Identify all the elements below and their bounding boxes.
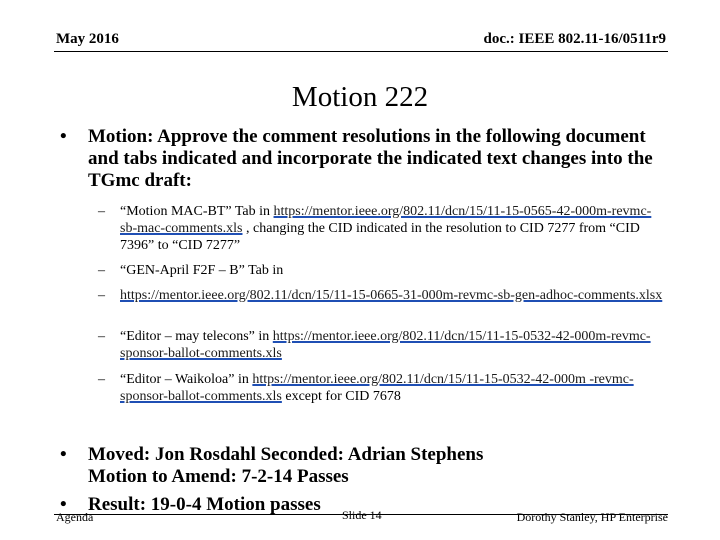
bullet-marker: • (60, 126, 67, 147)
mac-comments-link[interactable]: https://mentor.ieee.org/802.11/dcn/15/11-15-0565-42-000m-revmc-sb-mac-comments.xls (120, 204, 652, 236)
waikoloa-comments-link[interactable]: https://mentor.ieee.org/802.11/dcn/15/11-15-0532-42-000m -revmc-sponsor-ballot-comments.xls (120, 372, 634, 404)
sub-item-gen-adhoc-link (98, 287, 666, 304)
sub-item-text: , changing the CID indicated in the resolution to CID 7277 from “CID 7396” to “CID 7277” (120, 221, 640, 253)
footer-slide-number: Slide 14 (342, 508, 382, 522)
header-rule (54, 51, 668, 52)
sub-item-text: except for CID 7678 (281, 389, 401, 404)
moved-seconded-text: Moved: Jon Rosdahl Seconded: Adrian Stephens (88, 444, 484, 465)
sub-item-editor-may-telecons (98, 328, 666, 362)
header-date: May 2016 (56, 31, 119, 47)
sub-item-text: “GEN-April F2F – B” Tab in (120, 263, 284, 278)
dash-marker: – (98, 204, 105, 219)
footer-author: Dorothy Stanley, HP Enterprise (516, 510, 668, 524)
bullet-moved (60, 444, 680, 488)
dash-marker: – (98, 329, 105, 344)
bullet-marker: • (60, 494, 67, 515)
sub-item-gen-april (98, 262, 666, 279)
slide-title: Motion 222 (291, 81, 429, 113)
header-document-id: doc.: IEEE 802.11-16/0511r9 (483, 31, 666, 47)
dash-marker: – (98, 263, 105, 278)
footer-agenda: Agenda (56, 510, 94, 524)
bullet-motion (60, 126, 660, 192)
sub-item-text: “Editor – may telecons” in (120, 329, 273, 344)
motion-to-amend-text: Motion to Amend: 7-2-14 Passes (88, 466, 349, 487)
sponsor-ballot-comments-link[interactable]: https://mentor.ieee.org/802.11/dcn/15/11-15-0532-42-000m-revmc-sponsor-ballot-comments.xls (120, 329, 651, 361)
dash-marker: – (98, 372, 105, 387)
dash-marker: – (98, 288, 105, 303)
sub-item-motion-mac-bt (98, 203, 666, 254)
bullet-marker: • (60, 444, 67, 465)
bullet-motion-text: Motion: Approve the comment resolutions in the following document and tabs indicated and incorporate the indicated text changes into the TGmc draft: (88, 126, 653, 191)
gen-adhoc-comments-link[interactable]: https://mentor.ieee.org/802.11/dcn/15/11-15-0665-31-000m-revmc-sb-gen-adhoc-comments.xlsx (120, 288, 663, 303)
sub-item-text: “Editor – Waikoloa” in (120, 372, 253, 387)
sub-item-text: “Motion MAC-BT” Tab in (120, 204, 274, 219)
result-text: Result: 19-0-4 Motion passes (88, 494, 321, 515)
sub-item-editor-waikoloa (98, 371, 666, 405)
